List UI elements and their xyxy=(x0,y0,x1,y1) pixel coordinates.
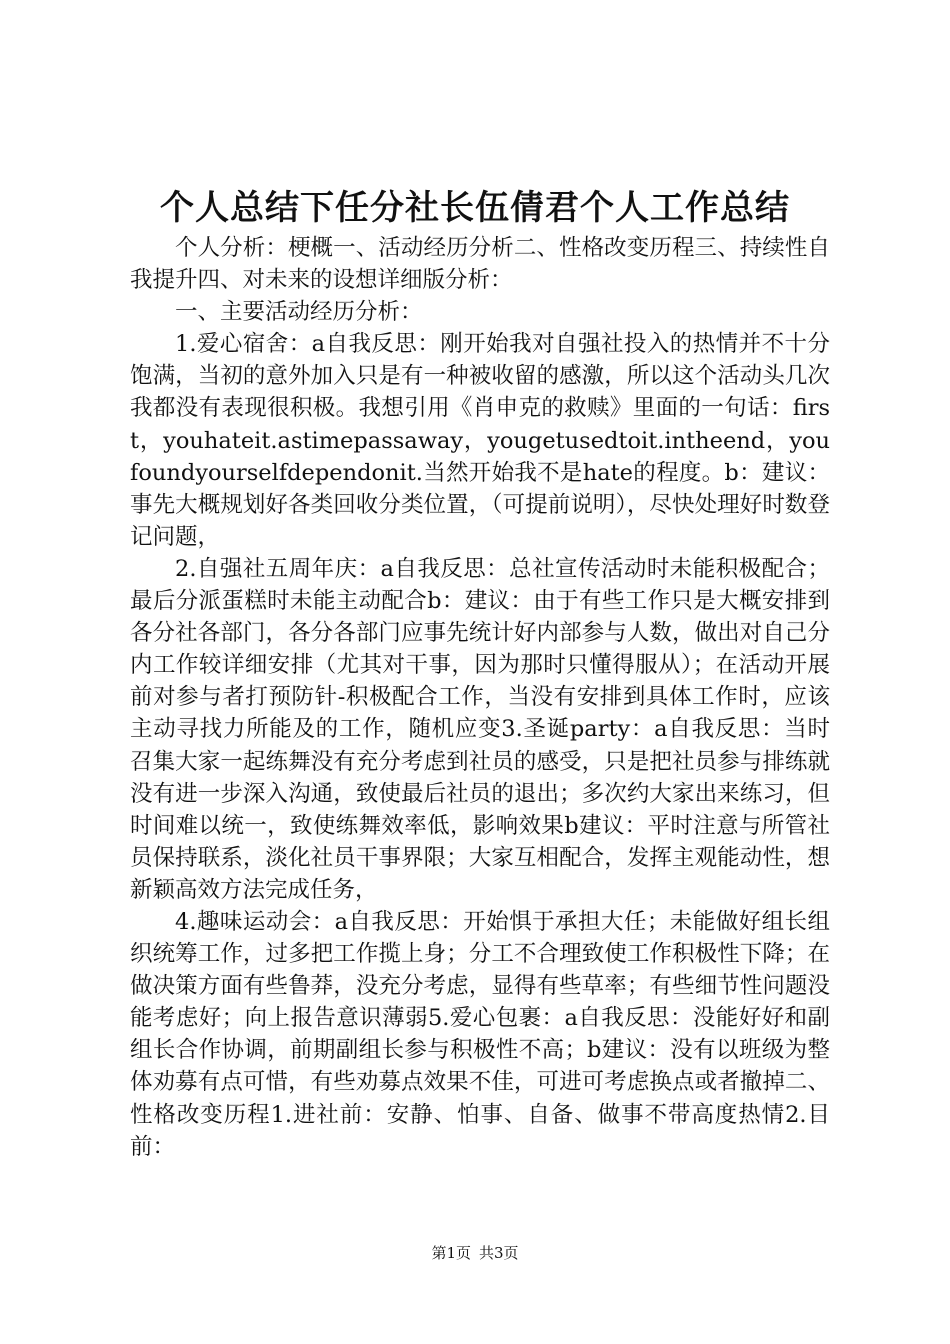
paragraph-overview: 个人分析：梗概一、活动经历分析二、性格改变历程三、持续性自我提升四、对未来的设想详细版分析： xyxy=(130,235,830,294)
page-total: 共3页 xyxy=(479,1244,519,1262)
paragraph-love-dorm: 1.爱心宿舍：a自我反思：刚开始我对自强社投入的热情并不十分饱满，当初的意外加入只是有一种被收留的感激，所以这个活动头几次我都没有表现很积极。我想引用《肖申克的救赎》里面的一句话：first，youhateit.astimepassaway，yougetusedtoit.intheend，youfoundyourselfdependonit.当然开始我不是hate的程度。b：建议：事先大概规划好各类回收分类位置，（可提前说明），尽快处理好时数登记问题， xyxy=(130,331,830,550)
document-title: 个人总结下任分社长伍倩君个人工作总结 xyxy=(160,188,790,228)
paragraph-sports-meet: 4.趣味运动会：a自我反思：开始惧于承担大任；未能做好组长组织统筹工作，过多把工作揽上身；分工不合理致使工作积极性下降；在做决策方面有些鲁莽，没充分考虑，显得有些草率；有些细节性问题没能考虑好；向上报告意识薄弱5.爱心包裹：a自我反思：没能好好和副组长合作协调，前期副组长参与积极性不高；b建议：没有以班级为整体劝募有点可惜，有些劝募点效果不佳，可进可考虑换点或者撤掉二、性格改变历程1.进社前：安静、怕事、自备、做事不带高度热情2.目前： xyxy=(130,908,830,1160)
page-number: 第1页 xyxy=(431,1244,471,1262)
page-footer xyxy=(0,1243,950,1263)
document-body xyxy=(130,232,830,1163)
paragraph-anniversary: 2.自强社五周年庆：a自我反思：总社宣传活动时未能积极配合；最后分派蛋糕时未能主动配合b：建议：由于有些工作只是大概安排到各分社各部门，各分各部门应事先统计好内部参与人数，做出对自己分内工作较详细安排（尤其对干事，因为那时只懂得服从）；在活动开展前对参与者打预防针-积极配合工作，当没有安排到具体工作时，应该主动寻找力所能及的工作，随机应变3.圣诞party：a自我反思：当时召集大家一起练舞没有充分考虑到社员的感受，只是把社员参与排练就没有进一步深入沟通，致使最后社员的退出；多次约大家出来练习，但时间难以统一，致使练舞效率低，影响效果b建议：平时注意与所管社员保持联系，淡化社员干事界限；大家互相配合，发挥主观能动性，想新颖高效方法完成任务， xyxy=(130,555,830,903)
paragraph-section-heading: 一、主要活动经历分析： xyxy=(175,299,423,326)
